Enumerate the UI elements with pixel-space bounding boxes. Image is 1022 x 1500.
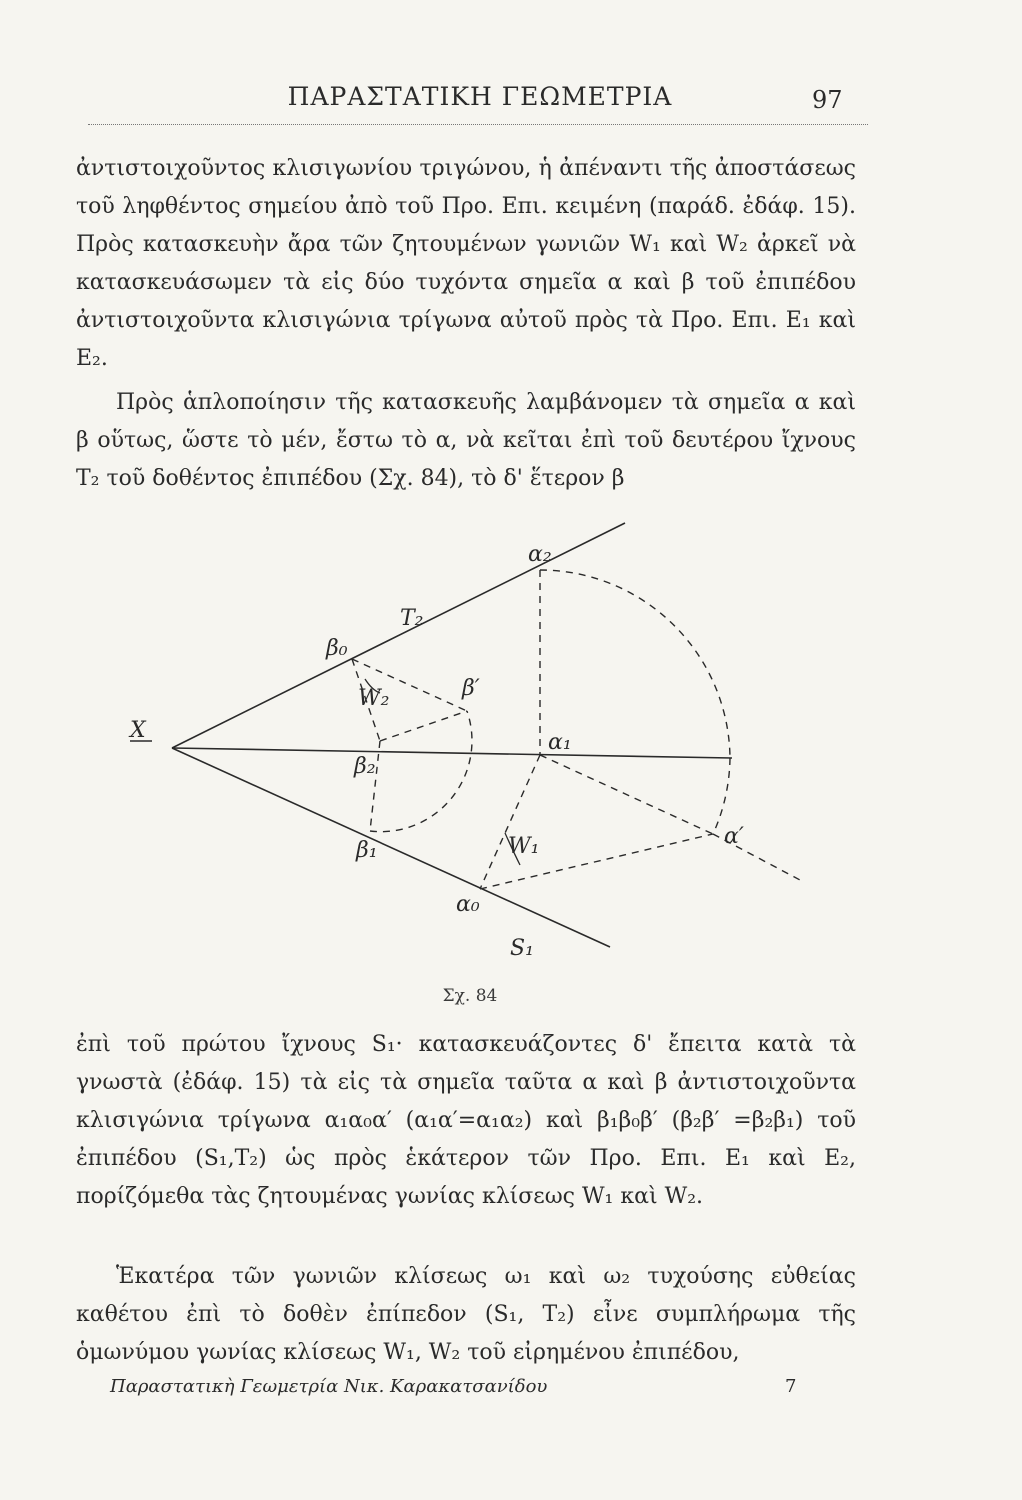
paragraph-4: Ἑκατέρα τῶν γωνιῶν κλίσεως ω₁ καὶ ω₂ τυχούσης εὐθείας καθέτου ἐπὶ τὸ δοθὲν ἐπίπεδον (S₁, T₂) εἶνε συμπλήρωμα τῆς ὁμωνύμου γωνίας κλίσεως W₁, W₂ τοῦ εἰρημένου ἐπιπέδου, [76, 1264, 856, 1365]
x-axis-line [172, 748, 732, 758]
label-a1: α₁ [548, 730, 572, 755]
trace-t2-line [172, 523, 625, 748]
b2-bprime-dashed [380, 711, 467, 741]
footer-signature: 7 [785, 1376, 797, 1397]
footer-book-title: Παραστατικὴ Γεωμετρία Νικ. Καρακατσανίδου [110, 1376, 548, 1397]
label-b1: β₁ [356, 838, 378, 863]
page-number: 97 [812, 86, 843, 114]
label-s1: S₁ [510, 936, 534, 961]
running-title: ΠΑΡΑΣΤΑΤΙΚΗ ΓΕΩΜΕΤΡΙΑ [287, 82, 673, 111]
figure-84 [100, 515, 820, 975]
arc-aprime-dashed [713, 758, 730, 834]
label-b0: β₀ [326, 636, 348, 661]
label-x: X [130, 718, 146, 743]
page-footer [100, 1376, 840, 1404]
label-w2: W₂ [358, 686, 390, 711]
header-rule [88, 124, 868, 125]
running-header [0, 82, 1022, 116]
paragraph-3: ἐπὶ τοῦ πρώτου ἴχνους S₁· κατασκευάζοντες δ' ἔπειτα κατὰ τὰ γνωστὰ (ἐδάφ. 15) τὰ εἰς τὰ σημεῖα ταῦτα α καὶ β ἀντιστοιχοῦντα κλισιγώνια τρίγωνα α₁α₀α′ (α₁α′=α₁α₂) καὶ β₁β₀β′ (β₂β′ =β₂β₁) τοῦ ἐπιπέδου (S₁,T₂) ὡς πρὸς ἑκάτερον τῶν Προ. Επι. E₁ καὶ E₂, πορίζόμεθα τὰς ζητουμένας γωνίας κλίσεως W₁ καὶ W₂. [76, 1032, 856, 1209]
label-a0: α₀ [456, 892, 480, 917]
trace-s1-line [172, 748, 610, 947]
label-bprime: β′ [462, 676, 480, 701]
label-t2: T₂ [400, 606, 424, 631]
label-aprime: α′ [724, 824, 744, 849]
label-b2: β₂ [354, 754, 376, 779]
label-w1: W₁ [508, 834, 540, 859]
a1-a0-dashed [480, 755, 540, 889]
geometry-diagram [100, 515, 820, 975]
figure-caption: Σχ. 84 [442, 986, 498, 1006]
a1-aprime-dashed [540, 755, 713, 834]
paragraph-2: Πρὸς ἁπλοποίησιν τῆς κατασκευῆς λαμβάνομεν τὰ σημεῖα α καὶ β οὕτως, ὥστε τὸ μέν, ἔστω τὸ α, νὰ κεῖται ἐπὶ τοῦ δευτέρου ἴχνους T₂ τοῦ δοθέντος ἐπιπέδου (Σχ. 84), τὸ δ' ἕτερον β [76, 390, 856, 491]
paragraph-1: ἀντιστοιχοῦντος κλισιγωνίου τριγώνου, ἡ ἀπέναντι τῆς ἀποστάσεως τοῦ ληφθέντος σημείου ἀπὸ τοῦ Προ. Επι. κειμένη (παράδ. ἐδάφ. 15). Πρὸς κατασκευὴν ἄρα τῶν ζητουμένων γωνιῶν W₁ καὶ W₂ ἀρκεῖ νὰ κατασκευάσωμεν τὰ εἰς δύο τυχόντα σημεῖα α καὶ β τοῦ ἐπιπέδου ἀντιστοιχοῦντα κλισιγώνια τρίγωνα αὐτοῦ πρὸς τὰ Προ. Επι. E₁ καὶ E₂. [76, 156, 856, 371]
arc-b-dashed [370, 711, 472, 832]
label-a2: α₂ [528, 542, 552, 567]
